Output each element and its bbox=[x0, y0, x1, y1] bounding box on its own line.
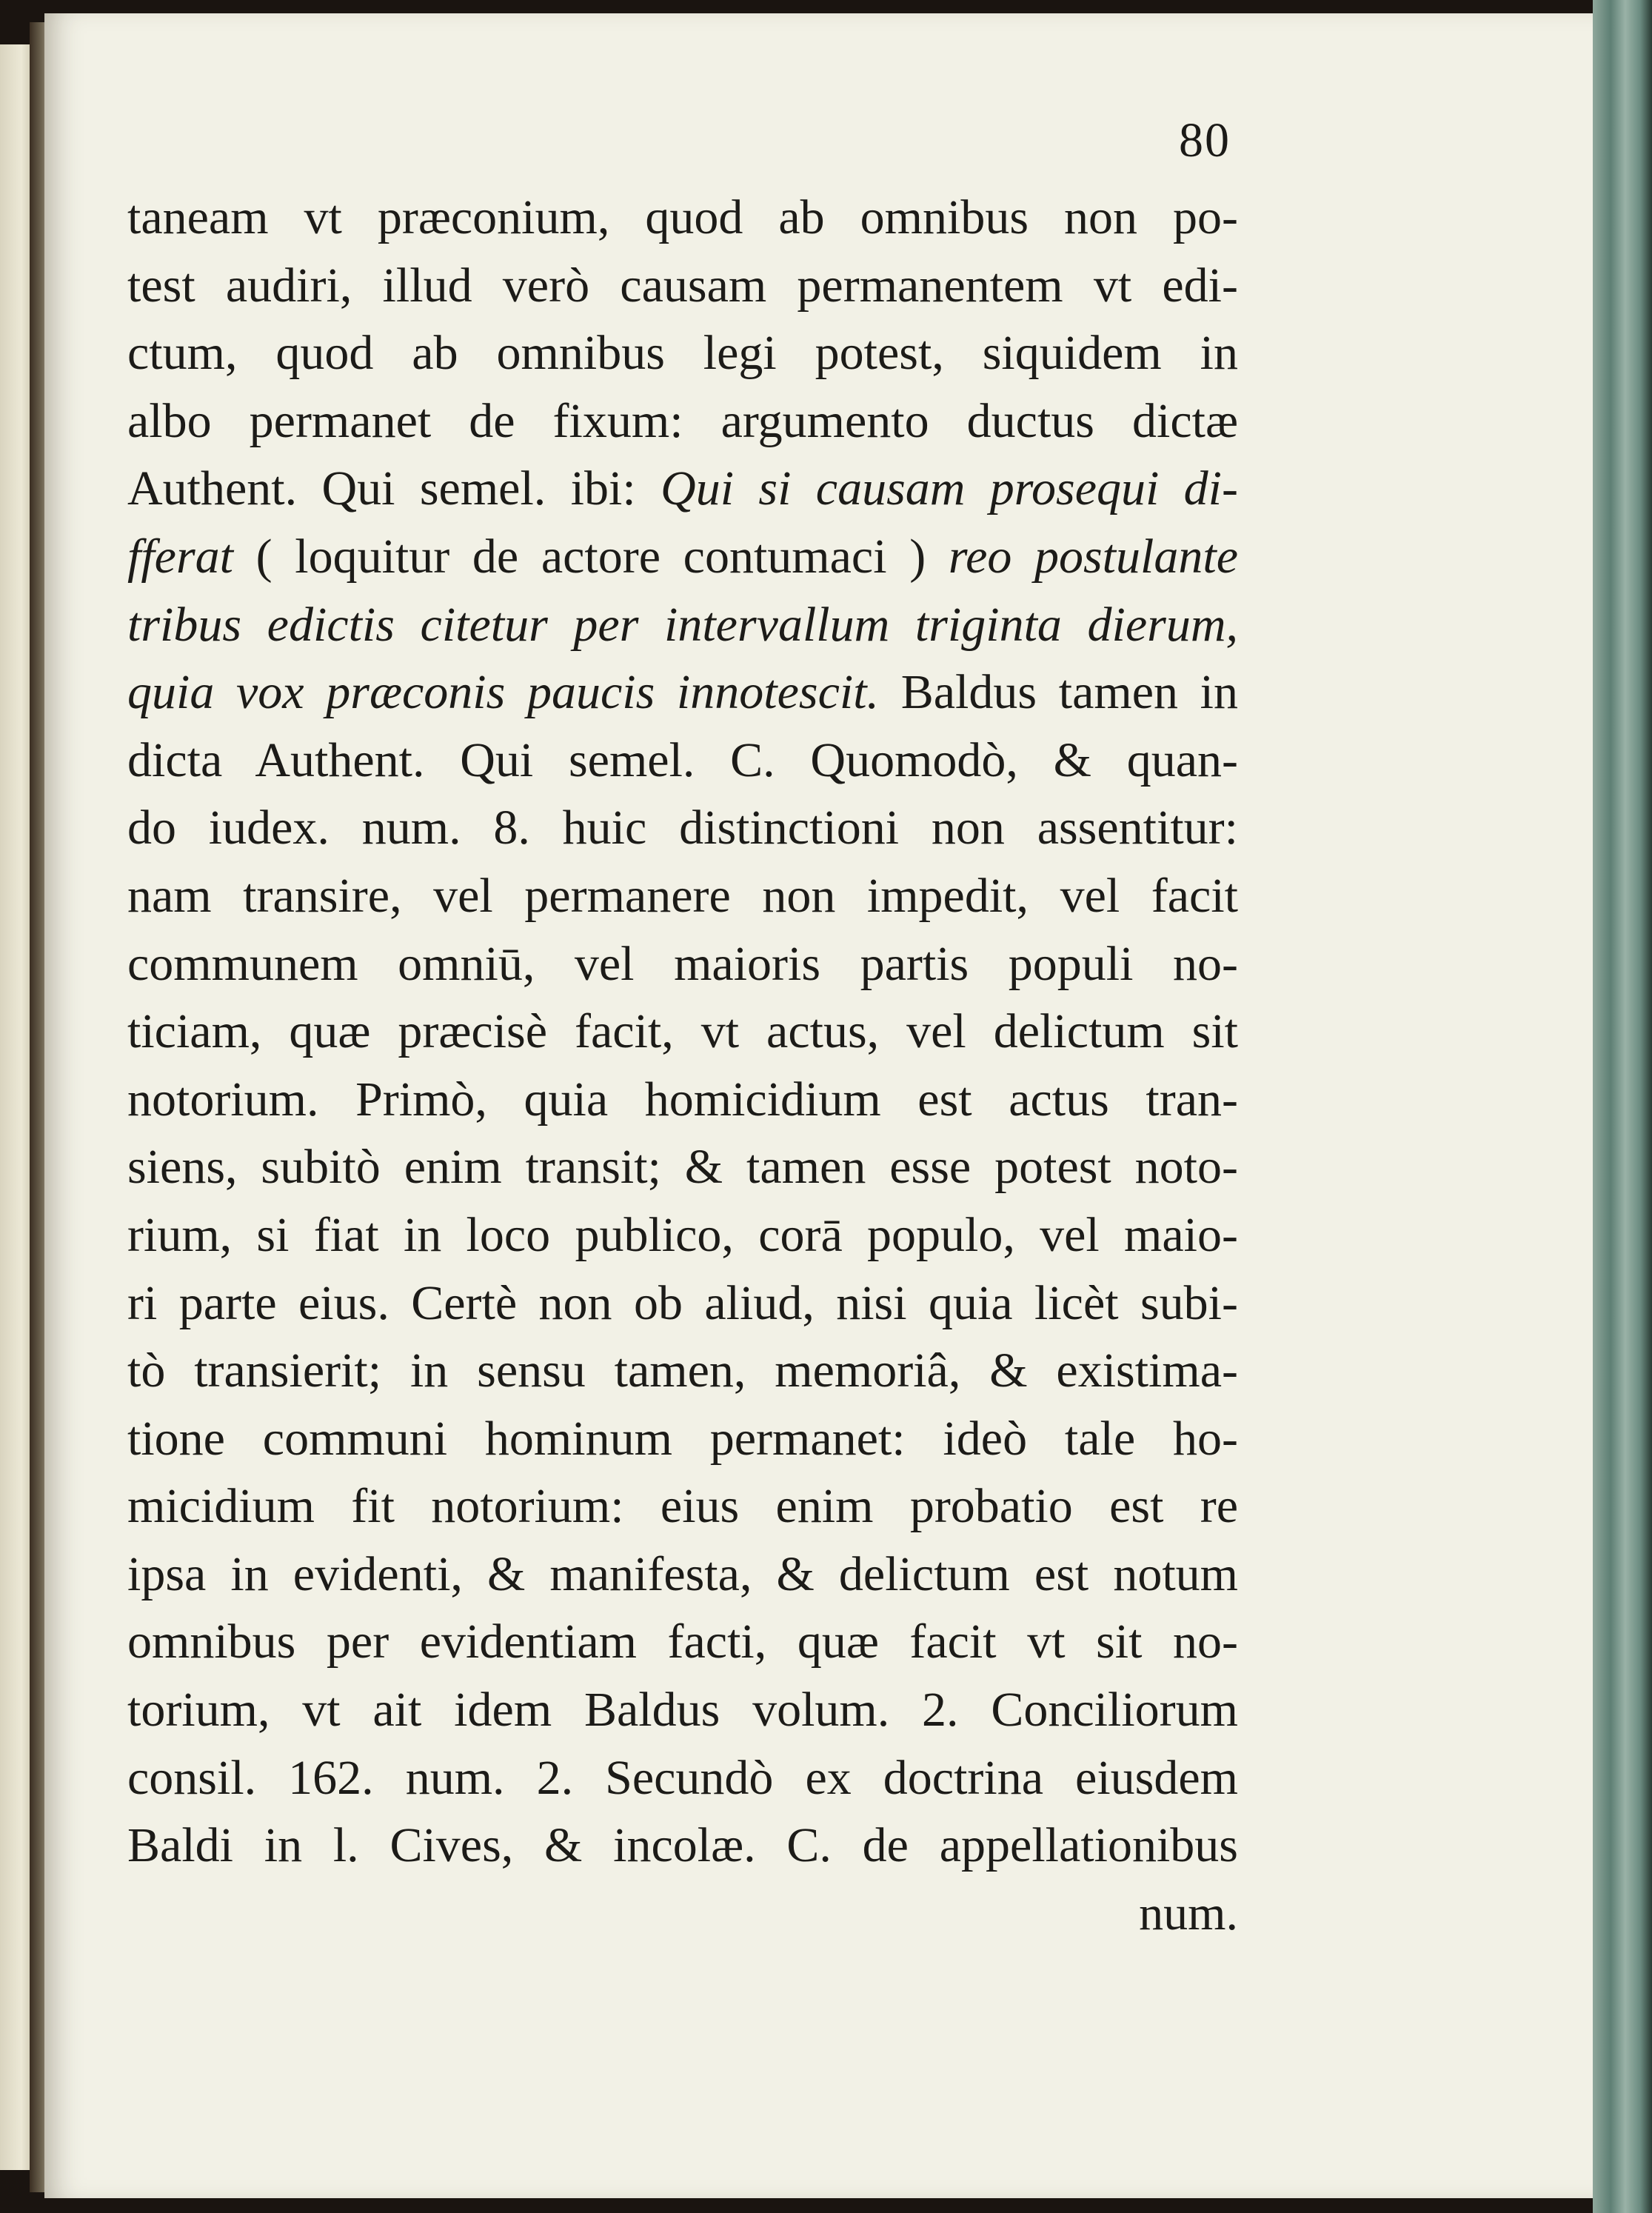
italic-quote-segment: reo postulante bbox=[948, 529, 1238, 584]
italic-quote-segment: quia vox præconis paucis innotescit. bbox=[127, 665, 880, 720]
text-segment: notorium. Primò, quia homicidium est actus tran- bbox=[127, 1072, 1238, 1126]
body-text bbox=[127, 184, 1238, 1947]
text-line bbox=[127, 591, 1238, 659]
text-line bbox=[127, 1201, 1238, 1269]
text-segment: ( loquitur de actore contumaci ) bbox=[233, 529, 949, 584]
italic-quote-segment: tribus edictis citetur per intervallum triginta dierum, bbox=[127, 597, 1238, 652]
text-segment: do iudex. num. 8. huic distinctioni non assentitur: bbox=[127, 801, 1238, 855]
text-segment: micidium fit notorium: eius enim probatio est re bbox=[127, 1479, 1238, 1534]
text-segment: albo permanet de fixum: argumento ductus dictæ bbox=[127, 393, 1238, 448]
italic-quote-segment: fferat bbox=[127, 529, 233, 584]
text-line bbox=[127, 998, 1238, 1066]
text-line bbox=[127, 1541, 1238, 1609]
text-segment: nam transire, vel permanere non impedit, vel facit bbox=[127, 868, 1238, 923]
fore-edge bbox=[1593, 0, 1652, 2213]
text-segment: ri parte eius. Certè non ob aliud, nisi quia licèt subi- bbox=[127, 1275, 1238, 1330]
text-segment: test audiri, illud verò causam permanentem vt edi- bbox=[127, 258, 1238, 313]
text-line bbox=[127, 794, 1238, 862]
text-segment: Authent. Qui semel. ibi: bbox=[127, 461, 661, 516]
text-segment: ticiam, quæ præcisè facit, vt actus, vel delictum sit bbox=[127, 1004, 1238, 1059]
text-line bbox=[127, 523, 1238, 591]
text-segment: Baldus tamen in bbox=[879, 665, 1239, 720]
text-segment: omnibus per evidentiam facti, quæ facit vt sit no- bbox=[127, 1615, 1238, 1669]
text-segment: ipsa in evidenti, & manifesta, & delictum est notum bbox=[127, 1546, 1238, 1601]
text-line bbox=[127, 1744, 1238, 1812]
text-line bbox=[127, 1405, 1238, 1473]
text-line bbox=[127, 1066, 1238, 1134]
text-line bbox=[127, 1812, 1238, 1880]
text-line bbox=[127, 1337, 1238, 1405]
text-segment: siens, subitò enim transit; & tamen esse potest noto- bbox=[127, 1140, 1238, 1195]
text-segment: tò transierit; in sensu tamen, memoriâ, & existima- bbox=[127, 1344, 1238, 1398]
text-line bbox=[127, 387, 1238, 455]
italic-quote-segment: Qui si causam prosequi di- bbox=[661, 461, 1238, 516]
text-line bbox=[127, 658, 1238, 727]
text-segment: taneam vt præconium, quod ab omnibus non po- bbox=[127, 190, 1238, 244]
text-line bbox=[127, 252, 1238, 320]
text-line bbox=[127, 862, 1238, 930]
text-line bbox=[127, 455, 1238, 523]
text-line bbox=[127, 184, 1238, 252]
text-line bbox=[127, 1269, 1238, 1338]
text-line bbox=[127, 319, 1238, 387]
text-line bbox=[127, 727, 1238, 795]
catchword: num. bbox=[1139, 1886, 1238, 1940]
text-segment: tione communi hominum permanet: ideò tale ho- bbox=[127, 1411, 1238, 1466]
text-segment: rium, si fiat in loco publico, corā populo, vel maio- bbox=[127, 1207, 1238, 1262]
text-line bbox=[127, 1472, 1238, 1541]
page-number: 80 bbox=[1179, 113, 1231, 167]
text-line bbox=[127, 1608, 1238, 1676]
text-segment: Baldi in l. Cives, & incolæ. C. de appellationibus bbox=[127, 1818, 1238, 1873]
text-segment: torium, vt ait idem Baldus volum. 2. Conciliorum bbox=[127, 1683, 1238, 1738]
text-segment: consil. 162. num. 2. Secundò ex doctrina eiusdem bbox=[127, 1750, 1238, 1805]
text-segment: communem omniū, vel maioris partis populi no- bbox=[127, 936, 1238, 991]
text-line bbox=[127, 930, 1238, 998]
text-segment: ctum, quod ab omnibus legi potest, siquidem in bbox=[127, 326, 1238, 381]
text-segment: dicta Authent. Qui semel. C. Quomodò, & quan- bbox=[127, 732, 1238, 787]
text-line bbox=[127, 1676, 1238, 1744]
text-line bbox=[127, 1133, 1238, 1201]
